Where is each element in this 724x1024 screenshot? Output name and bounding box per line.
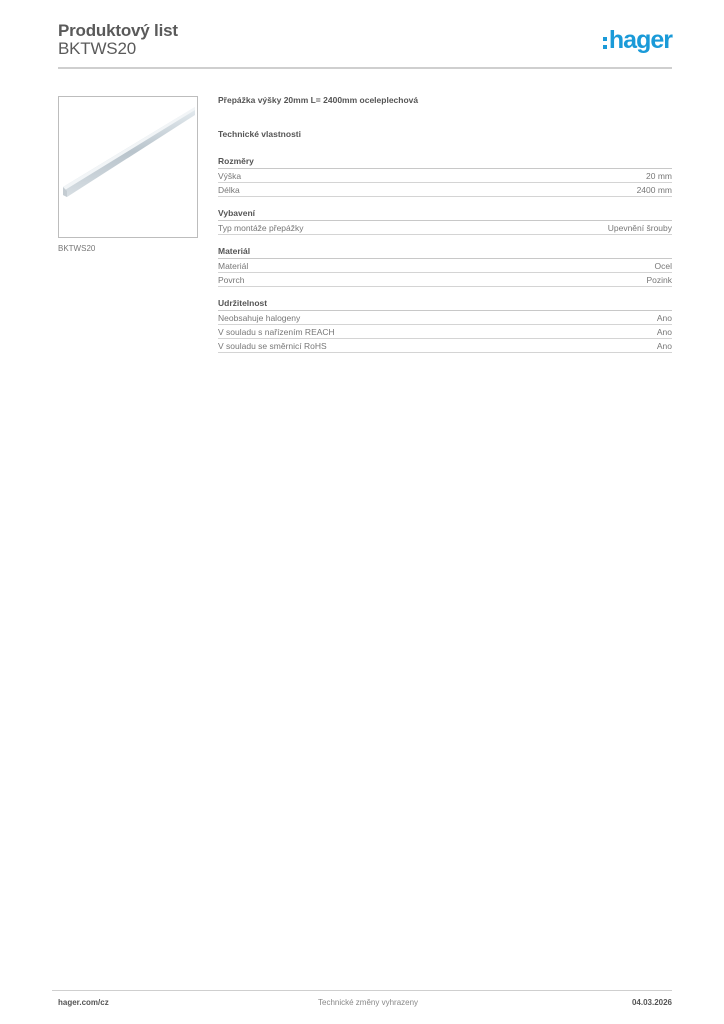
- table-row: [218, 259, 672, 273]
- section-sustainability: [218, 298, 672, 353]
- row-value: Ano: [656, 327, 672, 337]
- table-row: [218, 325, 672, 339]
- row-value: Ano: [656, 313, 672, 323]
- table-row: [218, 273, 672, 287]
- table-row: [218, 183, 672, 197]
- footer-divider: [52, 990, 672, 991]
- section-title: Rozměry: [218, 156, 672, 169]
- row-label: Délka: [218, 185, 240, 195]
- image-caption: BKTWS20: [58, 244, 96, 253]
- hager-logo: [603, 26, 672, 55]
- section-material: [218, 246, 672, 287]
- row-label: Výška: [218, 171, 242, 181]
- table-row: [218, 339, 672, 353]
- row-value: Upevnění šrouby: [607, 223, 672, 233]
- row-value: Pozink: [646, 275, 672, 285]
- row-label: V souladu se směrnicí RoHS: [218, 341, 327, 351]
- section-dimensions: [218, 156, 672, 197]
- steel-partition-icon: [59, 97, 197, 237]
- logo-colon-icon: [603, 37, 607, 49]
- table-row: [218, 221, 672, 235]
- section-equipment: [218, 208, 672, 235]
- footer-notice: Technické změny vyhrazeny: [318, 998, 419, 1007]
- product-details: [218, 95, 672, 353]
- row-label: Neobsahuje halogeny: [218, 313, 301, 323]
- row-label: Povrch: [218, 275, 245, 285]
- row-label: Typ montáže přepážky: [218, 223, 304, 233]
- table-row: [218, 169, 672, 183]
- product-image: [58, 96, 198, 238]
- section-title: Vybavení: [218, 208, 672, 221]
- row-value: Ocel: [654, 261, 672, 271]
- logo-text: hager: [608, 26, 672, 54]
- row-value: 2400 mm: [636, 185, 672, 195]
- footer-website[interactable]: hager.com/cz: [58, 998, 109, 1007]
- row-label: V souladu s nařízením REACH: [218, 327, 335, 337]
- row-label: Materiál: [218, 261, 249, 271]
- footer-date: 04.03.2026: [631, 998, 672, 1007]
- technical-properties-heading: Technické vlastnosti: [218, 129, 301, 139]
- product-description: Přepážka výšky 20mm L= 2400mm oceleplechová: [218, 95, 419, 105]
- page-header: [58, 20, 672, 68]
- section-title: Materiál: [218, 246, 672, 259]
- section-title: Udržitelnost: [218, 298, 672, 311]
- row-value: 20 mm: [646, 171, 672, 181]
- page-title: Produktový list: [58, 21, 178, 40]
- table-row: [218, 311, 672, 325]
- header-divider: [58, 67, 672, 69]
- product-code: BKTWS20: [58, 39, 136, 58]
- row-value: Ano: [656, 341, 672, 351]
